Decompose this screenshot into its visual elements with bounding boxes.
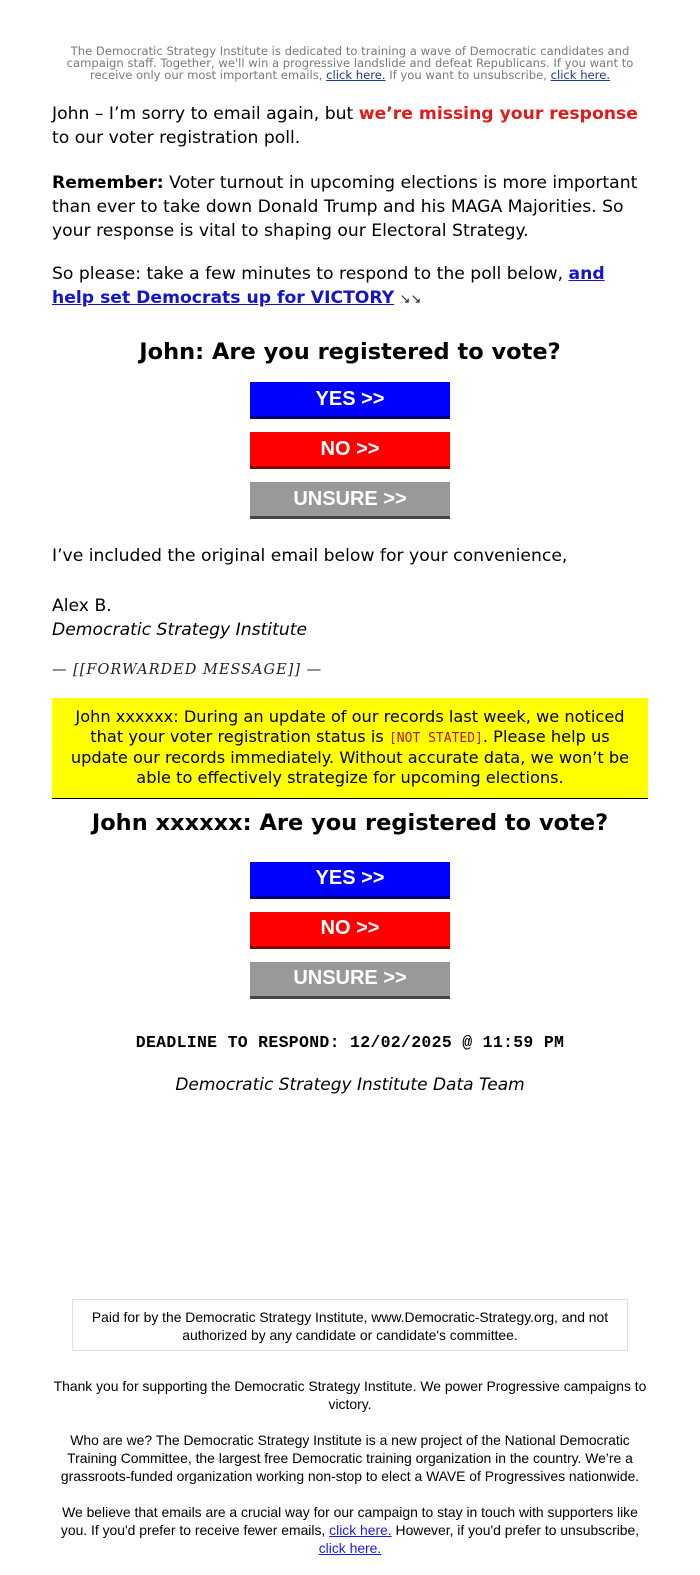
arrow-down-right-icon: ↘↘ xyxy=(399,292,422,307)
no-button-2[interactable]: NO >> xyxy=(250,912,450,949)
footer-emails-text: We believe that emails are a crucial way for our campaign to stay in touch with supporters like you. If you'd prefer to receive fewer emails, xyxy=(60,1504,638,1538)
signature-org: Democratic Strategy Institute xyxy=(52,620,308,640)
unsubscribe-link[interactable]: click here. xyxy=(550,68,611,82)
unsure-button-2[interactable]: UNSURE >> xyxy=(250,962,450,999)
notice-text-end: . Please help us update our records immediately. Without accurate data, we won’t be able to effectively strategize for upcoming elections. xyxy=(70,726,630,788)
remember-text: Voter turnout in upcoming elections is more important than ever to take down Donald Trump and his MAGA Majorities. So your response is vital to shaping our Electoral Strategy. xyxy=(52,173,638,241)
footer-thanks: Thank you for supporting the Democratic Strategy Institute. We power Progressive campaigns to victory. xyxy=(53,1378,647,1412)
no-button[interactable]: NO >> xyxy=(250,432,450,469)
yes-button-2[interactable]: YES >> xyxy=(250,862,450,899)
remember-label: Remember: xyxy=(52,173,164,193)
poll-question: John: Are you registered to vote? xyxy=(139,339,561,365)
forwarded-message-divider: — [[FORWARDED MESSAGE]] — xyxy=(52,662,323,678)
remember-paragraph xyxy=(52,171,648,243)
footer-emails-middle: However, if you'd prefer to unsubscribe, xyxy=(395,1522,640,1538)
cta-text: So please: take a few minutes to respond to the poll below, xyxy=(52,264,564,284)
footer-about: Who are we? The Democratic Strategy Institute is a new project of the National Democratic Training Committee, the largest free Democratic training organization in the country. We’re a grassroots-funded organization working non-stop to elect a WAVE of Progressives nationwide. xyxy=(60,1432,640,1484)
original-email-note: I’ve included the original email below for your convenience, xyxy=(52,546,568,566)
cta-paragraph xyxy=(52,262,648,312)
intro-text: John – I’m sorry to email again, but xyxy=(52,104,354,124)
poll-buttons-2 xyxy=(52,862,648,1012)
status-badge: [NOT STATED] xyxy=(388,730,483,746)
signature-name: Alex B. xyxy=(52,596,112,616)
footer xyxy=(52,1377,648,1575)
victory-link[interactable]: and help set Democrats up for VICTORY xyxy=(52,264,605,308)
missing-response-highlight: we’re missing your response xyxy=(358,104,638,124)
poll-buttons xyxy=(52,382,648,532)
footer-unsubscribe-link[interactable]: click here. xyxy=(318,1540,382,1556)
preheader xyxy=(52,0,648,81)
data-team-signature: Democratic Strategy Institute Data Team xyxy=(175,1074,525,1095)
fewer-emails-link[interactable]: click here. xyxy=(326,68,386,82)
yes-button[interactable]: YES >> xyxy=(250,382,450,419)
unsure-button[interactable]: UNSURE >> xyxy=(250,482,450,519)
signature xyxy=(52,594,648,642)
records-notice xyxy=(52,698,648,799)
intro-text-end: to our voter registration poll. xyxy=(52,128,301,148)
footer-fewer-emails-link[interactable]: click here. xyxy=(329,1522,392,1538)
notice-text: John xxxxxx: During an update of our records last week, we noticed that your voter registration status is xyxy=(75,707,625,746)
deadline-text: DEADLINE TO RESPOND: 12/02/2025 @ 11:59 PM xyxy=(135,1032,565,1052)
preheader-middle: If you want to unsubscribe, xyxy=(389,68,547,82)
footer-emails xyxy=(52,1503,648,1557)
paid-for-disclaimer: Paid for by the Democratic Strategy Institute, www.Democratic-Strategy.org, and not authorized by any candidate or candidate's committee. xyxy=(72,1299,628,1351)
preheader-text: The Democratic Strategy Institute is dedicated to training a wave of Democratic candidates and campaign staff. Together, we'll win a progressive landslide and defeat Republicans. If you want to receive only our most important emails, xyxy=(66,44,634,82)
email-body xyxy=(52,0,648,1095)
intro-paragraph xyxy=(52,102,648,150)
poll-question-2: John xxxxxx: Are you registered to vote? xyxy=(91,809,609,836)
